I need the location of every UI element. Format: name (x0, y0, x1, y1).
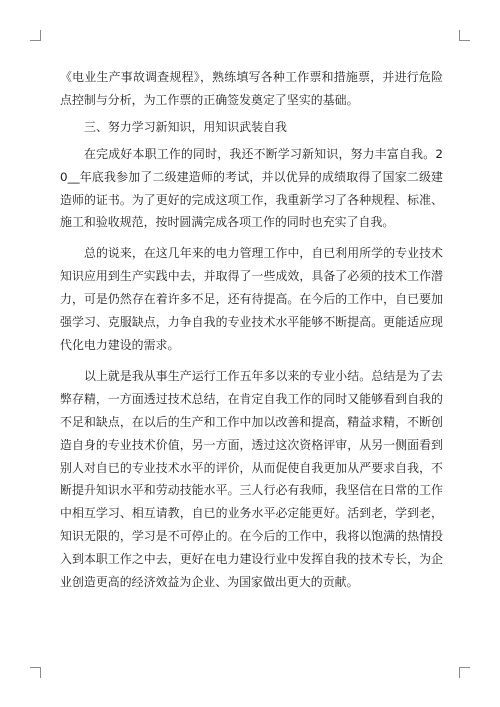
paragraph: 以上就是我从事生产运行工作五年多以来的专业小结。总结是为了去弊存精，一方面透过技术总结，在肯定自我工作的同时又能够看到自我的不足和缺点，在以后的生产和工作中加以改善和提高，精益求精，不断创造自身的专业技术价值，另一方面，透过这次资格评审，从另一侧面看到别人对自已的专业技术水平的评价，从而促使自我更加从严要求自我，不断提升知识水平和劳动技能水平。三人行必有我师，我坚信在日常的工作中相互学习、相互请教，自已的业务水平必定能更好。活到老，学到老，知识无限的，学习是不可停止的。在今后的工作中，我将以饱满的热情投入到本职工作之中去，更好在电力建设行业中发挥自我的技术专长，为企业创造更高的经济效益为企业、为国家做出更大的贡献。 (60, 368, 443, 590)
corner-mark-top-right (459, 40, 470, 41)
corner-mark-bottom-right (459, 667, 470, 668)
document-body (60, 66, 443, 594)
paragraph: 《电业生产事故调查规程》，熟练填写各种工作票和措施票，并进行危险点控制与分析，为工作票的正确签发奠定了坚实的基础。 (60, 70, 443, 107)
section-heading: 三、努力学习新知识，用知识武装自我 (84, 119, 287, 134)
paragraph: 总的说来，在这几年来的电力管理工作中，自已利用所学的专业技术知识应用到生产实践中去，并取得了一些成效，具备了必须的技术工作潜力，可是仍然存在着许多不足，还有待提高。在今后的工作中，自已要加强学习、克服缺点，力争自我的专业技术水平能够不断提高。更能适应现代化电力建设的需求。 (60, 246, 443, 352)
corner-mark-top-right (459, 30, 460, 41)
corner-mark-bottom-right (459, 667, 460, 678)
paragraph: 在完成好本职工作的同时，我还不断学习新知识，努力丰富自我。20__年底我参加了二级建造师的考试，并以优异的成绩取得了国家二级建造师的证书。为了更好的完成这项工作，我重新学习了各种规程、标准、施工和验收规范，按时圆满完成各项工作的同时也充实了自我。 (60, 146, 443, 230)
corner-mark-top-left (40, 30, 41, 41)
corner-mark-bottom-left (40, 667, 41, 678)
